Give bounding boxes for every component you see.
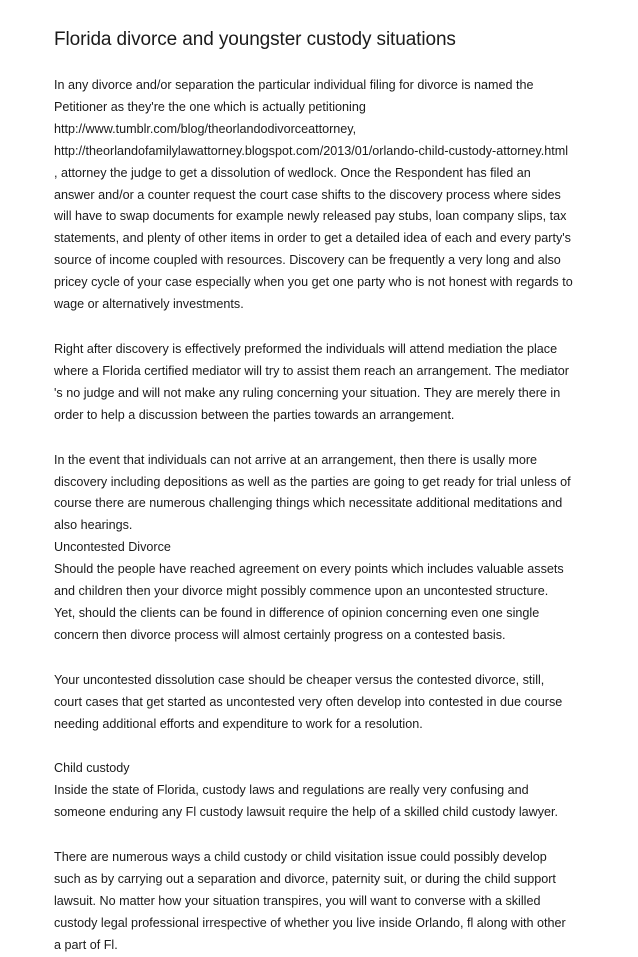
text-line: , attorney the judge to get a dissolution of wedlock. Once the Respondent has filed an [54, 165, 531, 180]
paragraph [54, 339, 590, 427]
paragraph [54, 450, 590, 647]
text-line: Uncontested Divorce [54, 540, 171, 555]
paragraph [54, 75, 590, 316]
text-line: concern then divorce process will almost certainly progress on a contested basis. [54, 627, 506, 642]
paragraph [54, 670, 590, 736]
text-line: answer and/or a counter request the court case shifts to the discovery process where sides [54, 187, 561, 202]
text-line: http://www.tumblr.com/blog/theorlandodivorceattorney, [54, 121, 357, 136]
text-line: discovery including depositions as well as the parties are going to get ready for trial unless of [54, 474, 571, 489]
text-line: wage or alternatively investments. [54, 297, 244, 312]
text-line: There are numerous ways a child custody or child visitation issue could possibly develop [54, 850, 547, 865]
text-line: order to help a discussion between the parties towards an arrangement. [54, 407, 455, 422]
text-line: In any divorce and/or separation the particular individual filing for divorce is named the [54, 78, 534, 92]
document-body [54, 75, 590, 957]
text-line: such as by carrying out a separation and divorce, paternity suit, or during the child support [54, 872, 556, 887]
document-title: Florida divorce and youngster custody situations [54, 29, 456, 50]
text-line: Right after discovery is effectively preformed the individuals will attend mediation the place [54, 341, 558, 356]
text-line: a part of Fl. [54, 937, 118, 952]
text-line: custody legal professional irrespective of whether you live inside Orlando, fl along with other [54, 915, 566, 930]
text-line: statements, and plenty of other items in order to get a detailed idea of each and every party's [54, 231, 571, 246]
text-line: source of income coupled with resources. Discovery can be frequently a very long and also [54, 253, 561, 268]
text-line: course there are numerous challenging things which necessitate additional meditations and [54, 496, 563, 511]
text-line: where a Florida certified mediator will try to assist them reach an arrangement. The mediator [54, 363, 569, 378]
text-line: and children then your divorce might possibly commence upon an uncontested structure. [54, 584, 549, 599]
text-line: someone enduring any Fl custody lawsuit require the help of a skilled child custody lawyer. [54, 805, 559, 820]
paragraph [54, 847, 590, 957]
text-line: 's no judge and will not make any ruling concerning your situation. They are merely there in [54, 385, 561, 400]
text-line: needing additional efforts and expenditure to work for a resolution. [54, 716, 423, 731]
text-line: Your uncontested dissolution case should be cheaper versus the contested divorce, still, [54, 672, 545, 687]
text-line: pricey cycle of your case especially when you get one party who is not honest with regards to [54, 275, 573, 290]
text-line: Child custody [54, 761, 130, 776]
text-line: In the event that individuals can not arrive at an arrangement, then there is usally more [54, 452, 538, 467]
text-line: lawsuit. No matter how your situation transpires, you will want to converse with a skilled [54, 894, 541, 908]
text-line: will have to swap documents for example newly released pay stubs, loan company slips, tax [54, 209, 567, 224]
text-line: Yet, should the clients can be found in difference of opinion concerning even one single [54, 605, 540, 620]
text-line: Inside the state of Florida, custody laws and regulations are really very confusing and [54, 783, 529, 798]
text-line: Petitioner as they're the one which is actually petitioning [54, 99, 366, 114]
text-line: also hearings. [54, 518, 133, 533]
text-line: http://theorlandofamilylawattorney.blogspot.com/2013/01/orlando-child-custody-attorney.html [54, 143, 569, 158]
text-line: Should the people have reached agreement on every points which includes valuable assets [54, 562, 564, 577]
text-line: court cases that get started as uncontested very often develop into contested in due course [54, 694, 563, 709]
paragraph [54, 758, 590, 824]
